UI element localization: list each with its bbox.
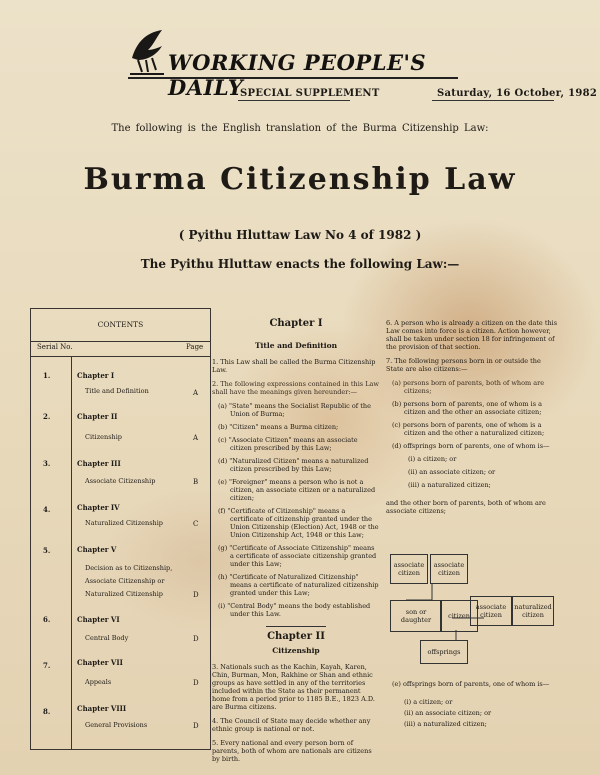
contents-heading: CONTENTS — [97, 320, 144, 329]
contents-row-item: Central Body — [85, 634, 129, 642]
contents-row-num: 3. — [43, 459, 51, 468]
contents-row-item: Associate Citizenship — [85, 477, 156, 485]
diagram-box-associate-citizen: associate citizen — [390, 554, 428, 584]
right-column-bottom — [386, 680, 558, 731]
contents-row-page: A — [193, 389, 199, 397]
contents-row-num: 4. — [43, 505, 51, 514]
contents-row-page: A — [193, 434, 199, 442]
contents-row-item: General Provisions — [85, 721, 148, 729]
list-item: (i) a citizen; or — [404, 698, 453, 706]
list-item: (iii) a naturalized citizen; — [408, 481, 491, 489]
diagram-box-offsprings: offsprings — [420, 640, 468, 664]
enacting-line: The Pyithu Hluttaw enacts the following Law:— — [140, 257, 460, 271]
contents-row-item: Naturalized Citizenship — [85, 519, 163, 527]
supplement-underline — [238, 100, 350, 101]
contents-row-chapter: Chapter VI — [77, 615, 120, 624]
contents-row-item: Appeals — [85, 678, 112, 686]
middle-column — [212, 320, 380, 769]
diagram-box-naturalized-citizen: naturalized citizen — [512, 596, 554, 626]
definitions-list — [212, 402, 380, 618]
section-2: 2. The following expressions contained in this Law shall have the meanings given hereunder:— — [212, 380, 379, 396]
contents-row-num: 2. — [43, 412, 51, 421]
right-column — [386, 319, 558, 521]
contents-row-item: Title and Definition — [85, 387, 149, 395]
contents-row-page: D — [193, 679, 199, 687]
contents-row-item: Citizenship — [85, 433, 122, 441]
contents-row-chapter: Chapter IV — [77, 503, 120, 512]
issue-date: Saturday, 16 October, 1982 — [437, 88, 598, 99]
masthead-rule — [128, 77, 458, 79]
section-divider — [266, 626, 326, 627]
serial-column-header: Serial No. — [37, 343, 73, 351]
definition-item: (f) "Certificate of Citizenship" means a certificate of citizenship granted under the Union Citizenship (Election) Act, 1948 or the Union Citizenship Act, 1948 or this Law; — [218, 507, 379, 539]
section-7: 7. The following persons born in or outside the State are also citizens:— — [386, 357, 541, 373]
page-title: Burma Citizenship Law — [83, 162, 517, 197]
section-6: 6. A person who is already a citizen on the date this Law comes into force is a citizen. Action however, shall be taken under section 18 for infringement of the provision of that section. — [386, 319, 558, 351]
contents-row-chapter: Chapter V — [77, 545, 117, 554]
list-item: (i) a citizen; or — [408, 455, 457, 463]
contents-row-page: D — [193, 591, 199, 599]
diagram-box-associate-citizen: associate citizen — [470, 596, 512, 626]
chapter-1-title: Title and Definition — [254, 341, 338, 350]
section-7-item-e: (e) offsprings born of parents, one of whom is— — [392, 680, 550, 688]
bird-logo-icon — [128, 28, 166, 76]
chapter-2-heading: Chapter II — [267, 631, 325, 642]
contents-row-item: Associate Citizenship or — [85, 577, 165, 585]
newspaper-title: WORKING PEOPLE'S DAILY — [168, 50, 427, 100]
contents-row-item: Naturalized Citizenship — [85, 590, 163, 598]
section-3: 3. Nationals such as the Kachin, Kayah, Karen, Chin, Burman, Mon, Rakhine or Shan and ethnic groups as have settled in any of the territories included within the State as their permanent home from a period prior to 1185 B.E., 1823 A.D. are Burma citizens. — [212, 663, 375, 711]
list-item: (iii) a naturalized citizen; — [404, 720, 487, 728]
intro-line: The following is the English translation of the Burma Citizenship Law: — [111, 123, 489, 134]
contents-row-num: 7. — [43, 661, 51, 670]
contents-row-chapter: Chapter VIII — [77, 704, 127, 713]
contents-row-num: 8. — [43, 707, 51, 716]
chapter-2-title: Citizenship — [272, 646, 320, 655]
contents-header-row — [31, 309, 210, 342]
contents-table — [30, 308, 211, 750]
contents-column-divider — [71, 356, 72, 749]
contents-row-num: 6. — [43, 615, 51, 624]
section-7-list — [386, 379, 558, 450]
section-7-item-d: (d) offsprings born of parents, one of whom is— — [392, 442, 550, 450]
definition-item: (e) "Foreigner" means a person who is not a citizen, an associate citizen or a naturalized citizen; — [218, 478, 376, 502]
section-7-d-tail: and the other born of parents, both of whom are associate citizens; — [386, 499, 546, 515]
contents-row-page: D — [193, 722, 199, 730]
definition-item: (d) "Naturalized Citizen" means a naturalized citizen prescribed by this Law; — [218, 457, 369, 473]
page-column-header: Page — [186, 343, 204, 351]
definition-item: (a) "State" means the Socialist Republic of the Union of Burma; — [218, 402, 371, 418]
definition-item: (i) "Central Body" means the body established under this Law. — [218, 602, 371, 618]
section-4: 4. The Council of State may decide whether any ethnic group is national or not. — [212, 717, 371, 733]
diagram-box-citizen: citizen — [440, 600, 478, 632]
definition-item: (h) "Certificate of Naturalized Citizenship" means a certificate of naturalized citizenship granted under this Law; — [218, 573, 379, 597]
contents-row-chapter: Chapter I — [77, 371, 115, 380]
contents-row-chapter: Chapter II — [77, 412, 118, 421]
list-item: (ii) an associate citizen; or — [404, 709, 492, 717]
section-7-item-b: (b) persons born of parents, one of whom is a citizen and the other an associate citizen; — [392, 400, 542, 416]
date-underline — [432, 100, 554, 101]
section-5: 5. Every national and every person born of parents, both of whom are nationals are citizens by birth. — [212, 739, 372, 763]
section-7-item-e-wrap — [386, 680, 558, 688]
contents-row-item: Decision as to Citizenship, — [85, 564, 173, 572]
contents-row-chapter: Chapter VII — [77, 658, 123, 667]
contents-row-chapter: Chapter III — [77, 459, 121, 468]
diagram-box-associate-citizen: associate citizen — [430, 554, 468, 584]
contents-header-divider — [31, 356, 210, 357]
definition-item: (g) "Certificate of Associate Citizenship" means a certificate of associate citizenship granted under this Law; — [218, 544, 377, 568]
diagram-box-son-or-daughter: son or daughter — [390, 600, 442, 632]
citizenship-diagram — [386, 548, 566, 668]
section-7-d-list — [386, 455, 558, 489]
law-number: ( Pyithu Hluttaw Law No 4 of 1982 ) — [178, 228, 422, 242]
special-supplement-label: SPECIAL SUPPLEMENT — [240, 88, 380, 99]
section-7-item-a: (a) persons born of parents, both of whom are citizens; — [392, 379, 545, 395]
section-1: 1. This Law shall be called the Burma Citizenship Law. — [212, 358, 376, 374]
contents-row-page: C — [193, 520, 199, 528]
section-7-e-list — [386, 698, 558, 728]
contents-row-page: D — [193, 635, 199, 643]
section-7-item-c: (c) persons born of parents, one of whom is a citizen and the other a naturalized citizen; — [392, 421, 545, 437]
chapter-1-heading: Chapter I — [269, 318, 323, 329]
definition-item: (b) "Citizen" means a Burma citizen; — [218, 423, 339, 431]
contents-row-num: 5. — [43, 546, 51, 555]
contents-row-page: B — [193, 478, 199, 486]
list-item: (ii) an associate citizen; or — [408, 468, 496, 476]
definition-item: (c) "Associate Citizen" means an associate citizen prescribed by this Law; — [218, 436, 358, 452]
contents-row-num: 1. — [43, 371, 51, 380]
